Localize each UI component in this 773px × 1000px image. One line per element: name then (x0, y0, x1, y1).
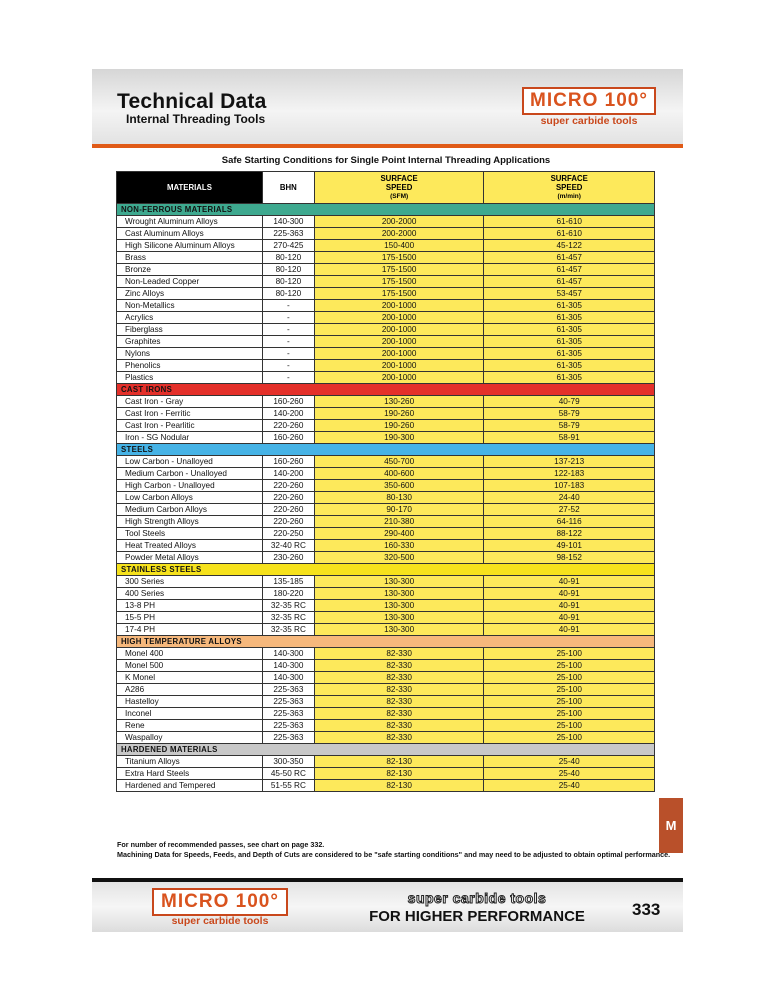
section-header: STEELS (117, 444, 655, 456)
material-cell: Powder Metal Alloys (117, 552, 263, 564)
table-row (117, 696, 655, 708)
bhn-cell: - (262, 372, 314, 384)
mmin-cell: 25-100 (484, 720, 655, 732)
material-cell: High Carbon - Unalloyed (117, 480, 263, 492)
bhn-cell: - (262, 324, 314, 336)
table-row (117, 336, 655, 348)
mmin-cell: 64-116 (484, 516, 655, 528)
bhn-cell: 225-363 (262, 696, 314, 708)
sfm-cell: 200-1000 (314, 300, 484, 312)
table-row (117, 252, 655, 264)
sfm-cell: 82-130 (314, 756, 484, 768)
mmin-cell: 61-610 (484, 216, 655, 228)
material-cell: Waspalloy (117, 732, 263, 744)
bhn-cell: 225-363 (262, 228, 314, 240)
table-row (117, 300, 655, 312)
table-row (117, 360, 655, 372)
material-cell: Medium Carbon - Unalloyed (117, 468, 263, 480)
bhn-cell: 135-185 (262, 576, 314, 588)
material-cell: Zinc Alloys (117, 288, 263, 300)
sfm-cell: 130-300 (314, 612, 484, 624)
sfm-cell: 175-1500 (314, 288, 484, 300)
material-cell: Cast Iron - Gray (117, 396, 263, 408)
mmin-cell: 40-91 (484, 600, 655, 612)
sfm-cell: 210-380 (314, 516, 484, 528)
mmin-cell: 61-305 (484, 336, 655, 348)
sfm-cell: 82-330 (314, 684, 484, 696)
table-row (117, 720, 655, 732)
material-cell: 13-8 PH (117, 600, 263, 612)
sfm-cell: 200-1000 (314, 360, 484, 372)
table-row (117, 648, 655, 660)
table-row (117, 240, 655, 252)
mmin-cell: 25-100 (484, 660, 655, 672)
table-row (117, 708, 655, 720)
mm-header-unit: (m/min) (557, 193, 581, 200)
table-row (117, 528, 655, 540)
bhn-cell: 220-260 (262, 492, 314, 504)
mmin-cell: 25-100 (484, 672, 655, 684)
material-cell: Graphites (117, 336, 263, 348)
table-row (117, 504, 655, 516)
sfm-header-unit: (SFM) (390, 193, 409, 200)
section-header-row (117, 564, 655, 576)
mmin-cell: 24-40 (484, 492, 655, 504)
material-cell: Non-Metallics (117, 300, 263, 312)
material-cell: 17-4 PH (117, 624, 263, 636)
note-safe-starting: Machining Data for Speeds, Feeds, and Depth of Cuts are considered to be "safe starting conditions" and may need to be adjusted to obtain optimal performance. (117, 850, 671, 859)
header-stripe (92, 144, 683, 148)
bhn-cell: 80-120 (262, 264, 314, 276)
bhn-cell: 80-120 (262, 252, 314, 264)
bhn-cell: 220-260 (262, 504, 314, 516)
sfm-cell: 130-300 (314, 600, 484, 612)
material-cell: Tool Steels (117, 528, 263, 540)
table-row (117, 264, 655, 276)
mmin-cell: 61-610 (484, 228, 655, 240)
column-header-mmin (484, 172, 655, 204)
sfm-cell: 190-260 (314, 420, 484, 432)
material-cell: Bronze (117, 264, 263, 276)
sfm-cell: 82-130 (314, 768, 484, 780)
sfm-cell: 82-330 (314, 648, 484, 660)
bhn-cell: 140-300 (262, 660, 314, 672)
table-row (117, 396, 655, 408)
mmin-cell: 25-100 (484, 732, 655, 744)
page-subtitle: Internal Threading Tools (126, 112, 266, 126)
bhn-cell: 220-250 (262, 528, 314, 540)
mmin-cell: 25-100 (484, 708, 655, 720)
bhn-cell: 32-35 RC (262, 600, 314, 612)
table-row (117, 228, 655, 240)
column-header-bhn: BHN (262, 172, 314, 204)
mmin-cell: 40-91 (484, 612, 655, 624)
section-header: STAINLESS STEELS (117, 564, 655, 576)
sfm-cell: 82-330 (314, 672, 484, 684)
sfm-cell: 130-300 (314, 576, 484, 588)
sfm-header-line2: SPEED (385, 183, 413, 192)
bhn-cell: 140-300 (262, 216, 314, 228)
sfm-cell: 130-300 (314, 588, 484, 600)
section-header-row (117, 744, 655, 756)
mmin-cell: 58-79 (484, 408, 655, 420)
material-cell: Monel 500 (117, 660, 263, 672)
sfm-cell: 400-600 (314, 468, 484, 480)
mmin-cell: 137-213 (484, 456, 655, 468)
mmin-cell: 40-91 (484, 576, 655, 588)
sfm-cell: 82-330 (314, 696, 484, 708)
sfm-cell: 200-1000 (314, 312, 484, 324)
material-cell: Hardened and Tempered (117, 780, 263, 792)
table-row (117, 660, 655, 672)
bhn-cell: 140-300 (262, 648, 314, 660)
sfm-cell: 90-170 (314, 504, 484, 516)
sfm-header-line1: SURFACE (380, 174, 418, 183)
bhn-cell: 220-260 (262, 420, 314, 432)
section-header-row (117, 636, 655, 648)
note-passes: For number of recommended passes, see chart on page 332. (117, 840, 325, 849)
mmin-cell: 122-183 (484, 468, 655, 480)
material-cell: Brass (117, 252, 263, 264)
bhn-cell: 45-50 RC (262, 768, 314, 780)
bhn-cell: 160-260 (262, 456, 314, 468)
mmin-cell: 61-305 (484, 312, 655, 324)
table-row (117, 324, 655, 336)
bhn-cell: 51-55 RC (262, 780, 314, 792)
table-row (117, 348, 655, 360)
material-cell: Low Carbon - Unalloyed (117, 456, 263, 468)
material-cell: Cast Iron - Ferritic (117, 408, 263, 420)
mmin-cell: 53-457 (484, 288, 655, 300)
material-cell: Hastelloy (117, 696, 263, 708)
sfm-cell: 82-330 (314, 708, 484, 720)
bhn-cell: 32-40 RC (262, 540, 314, 552)
sfm-cell: 320-500 (314, 552, 484, 564)
material-cell: Cast Aluminum Alloys (117, 228, 263, 240)
material-cell: Wrought Aluminum Alloys (117, 216, 263, 228)
bhn-cell: 160-260 (262, 396, 314, 408)
section-header: HARDENED MATERIALS (117, 744, 655, 756)
bhn-cell: 160-260 (262, 432, 314, 444)
table-row (117, 492, 655, 504)
sfm-cell: 450-700 (314, 456, 484, 468)
table-row (117, 780, 655, 792)
mmin-cell: 61-305 (484, 348, 655, 360)
table-row (117, 480, 655, 492)
mmin-cell: 107-183 (484, 480, 655, 492)
logo-tagline: super carbide tools (540, 115, 638, 127)
material-cell: Plastics (117, 372, 263, 384)
sfm-cell: 175-1500 (314, 276, 484, 288)
bhn-cell: 220-260 (262, 516, 314, 528)
section-header: CAST IRONS (117, 384, 655, 396)
mm-header-line2: SPEED (555, 183, 583, 192)
bhn-cell: 225-363 (262, 720, 314, 732)
bhn-cell: 220-260 (262, 480, 314, 492)
material-cell: Extra Hard Steels (117, 768, 263, 780)
mmin-cell: 25-40 (484, 780, 655, 792)
footer-logo-tagline: super carbide tools (171, 915, 269, 927)
page-number: 333 (632, 900, 661, 919)
mmin-cell: 98-152 (484, 552, 655, 564)
table-row (117, 624, 655, 636)
bhn-cell: 32-35 RC (262, 624, 314, 636)
sfm-cell: 82-330 (314, 660, 484, 672)
mmin-cell: 25-100 (484, 684, 655, 696)
bhn-cell: - (262, 312, 314, 324)
material-cell: High Silicone Aluminum Alloys (117, 240, 263, 252)
material-cell: A286 (117, 684, 263, 696)
sfm-cell: 190-260 (314, 408, 484, 420)
section-header: HIGH TEMPERATURE ALLOYS (117, 636, 655, 648)
mmin-cell: 61-305 (484, 372, 655, 384)
column-header-materials: MATERIALS (117, 172, 263, 204)
sfm-cell: 175-1500 (314, 264, 484, 276)
sfm-cell: 130-260 (314, 396, 484, 408)
material-cell: High Strength Alloys (117, 516, 263, 528)
material-cell: 15-5 PH (117, 612, 263, 624)
sfm-cell: 82-130 (314, 780, 484, 792)
sfm-cell: 200-1000 (314, 372, 484, 384)
bhn-cell: 32-35 RC (262, 612, 314, 624)
material-cell: Medium Carbon Alloys (117, 504, 263, 516)
footer-tagline: super carbide tools (407, 890, 547, 906)
material-cell: Nylons (117, 348, 263, 360)
sfm-cell: 82-330 (314, 732, 484, 744)
mmin-cell: 61-457 (484, 276, 655, 288)
table-header-row (117, 172, 655, 204)
mmin-cell: 40-79 (484, 396, 655, 408)
table-row (117, 672, 655, 684)
table-row (117, 588, 655, 600)
material-cell: Low Carbon Alloys (117, 492, 263, 504)
mmin-cell: 88-122 (484, 528, 655, 540)
bhn-cell: - (262, 300, 314, 312)
page-title: Technical Data (117, 90, 267, 113)
material-cell: Monel 400 (117, 648, 263, 660)
mmin-cell: 61-305 (484, 300, 655, 312)
bhn-cell: 140-200 (262, 408, 314, 420)
sfm-cell: 160-330 (314, 540, 484, 552)
bhn-cell: - (262, 348, 314, 360)
material-cell: Rene (117, 720, 263, 732)
table-row (117, 732, 655, 744)
bhn-cell: 140-200 (262, 468, 314, 480)
mmin-cell: 58-79 (484, 420, 655, 432)
bhn-cell: - (262, 360, 314, 372)
material-cell: Phenolics (117, 360, 263, 372)
material-cell: 400 Series (117, 588, 263, 600)
material-cell: Cast Iron - Pearlitic (117, 420, 263, 432)
section-header: NON-FERROUS MATERIALS (117, 204, 655, 216)
table-row (117, 576, 655, 588)
mmin-cell: 61-457 (484, 252, 655, 264)
table-row (117, 684, 655, 696)
table-row (117, 276, 655, 288)
table-row (117, 372, 655, 384)
micro100-logo: MICRO 100° (522, 87, 656, 115)
bhn-cell: 270-425 (262, 240, 314, 252)
section-header-row (117, 204, 655, 216)
table-row (117, 768, 655, 780)
mm-header-line1: SURFACE (550, 174, 588, 183)
bhn-cell: 80-120 (262, 276, 314, 288)
material-cell: Non-Leaded Copper (117, 276, 263, 288)
bhn-cell: 225-363 (262, 684, 314, 696)
mmin-cell: 45-122 (484, 240, 655, 252)
footer-slogan: FOR HIGHER PERFORMANCE (369, 908, 585, 925)
mmin-cell: 25-40 (484, 768, 655, 780)
sfm-cell: 82-330 (314, 720, 484, 732)
material-cell: 300 Series (117, 576, 263, 588)
sfm-cell: 130-300 (314, 624, 484, 636)
material-cell: K Monel (117, 672, 263, 684)
table-row (117, 612, 655, 624)
mmin-cell: 40-91 (484, 588, 655, 600)
mmin-cell: 58-91 (484, 432, 655, 444)
table-row (117, 756, 655, 768)
mmin-cell: 61-457 (484, 264, 655, 276)
table-row (117, 468, 655, 480)
table-row (117, 312, 655, 324)
sfm-cell: 200-1000 (314, 336, 484, 348)
sfm-cell: 200-1000 (314, 324, 484, 336)
sfm-cell: 290-400 (314, 528, 484, 540)
bhn-cell: 180-220 (262, 588, 314, 600)
section-tab-m: M (659, 798, 683, 853)
table-row (117, 408, 655, 420)
sfm-cell: 350-600 (314, 480, 484, 492)
mmin-cell: 25-100 (484, 648, 655, 660)
mmin-cell: 61-305 (484, 360, 655, 372)
footer-micro100-logo: MICRO 100° (152, 888, 288, 916)
table-row (117, 456, 655, 468)
material-cell: Heat Treated Alloys (117, 540, 263, 552)
mmin-cell: 27-52 (484, 504, 655, 516)
table-row (117, 516, 655, 528)
material-cell: Titanium Alloys (117, 756, 263, 768)
mmin-cell: 25-40 (484, 756, 655, 768)
table-title: Safe Starting Conditions for Single Point Internal Threading Applications (221, 155, 551, 166)
mmin-cell: 40-91 (484, 624, 655, 636)
material-cell: Acrylics (117, 312, 263, 324)
material-cell: Iron - SG Nodular (117, 432, 263, 444)
table-row (117, 432, 655, 444)
bhn-cell: 300-350 (262, 756, 314, 768)
sfm-cell: 150-400 (314, 240, 484, 252)
bhn-cell: 230-260 (262, 552, 314, 564)
sfm-cell: 175-1500 (314, 252, 484, 264)
material-cell: Inconel (117, 708, 263, 720)
threading-data-table (116, 171, 655, 792)
bhn-cell: 140-300 (262, 672, 314, 684)
table-row (117, 216, 655, 228)
table-row (117, 420, 655, 432)
table-row (117, 552, 655, 564)
column-header-sfm (314, 172, 484, 204)
bhn-cell: - (262, 336, 314, 348)
table-row (117, 540, 655, 552)
mmin-cell: 49-101 (484, 540, 655, 552)
material-cell: Fiberglass (117, 324, 263, 336)
sfm-cell: 190-300 (314, 432, 484, 444)
mmin-cell: 61-305 (484, 324, 655, 336)
bhn-cell: 225-363 (262, 732, 314, 744)
sfm-cell: 200-2000 (314, 216, 484, 228)
section-header-row (117, 384, 655, 396)
sfm-cell: 80-130 (314, 492, 484, 504)
section-header-row (117, 444, 655, 456)
table-row (117, 600, 655, 612)
bhn-cell: 80-120 (262, 288, 314, 300)
mmin-cell: 25-100 (484, 696, 655, 708)
bhn-cell: 225-363 (262, 708, 314, 720)
sfm-cell: 200-1000 (314, 348, 484, 360)
sfm-cell: 200-2000 (314, 228, 484, 240)
table-row (117, 288, 655, 300)
